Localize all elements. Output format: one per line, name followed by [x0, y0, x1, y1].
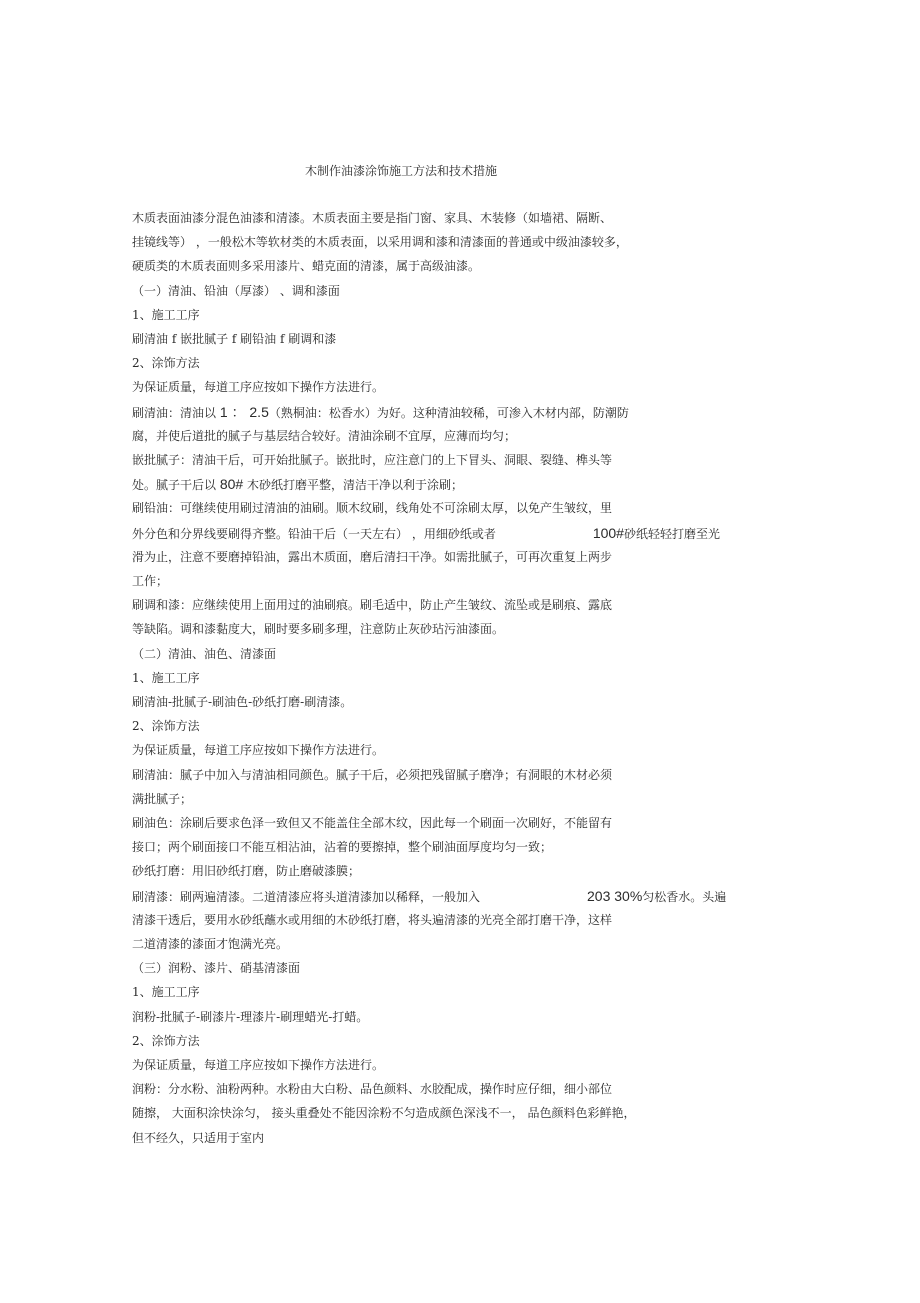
- paragraph-line: 清漆干透后，要用水砂纸蘸水或用细的木砂纸打磨，将头遍清漆的光亮全部打磨干净，这样: [132, 912, 613, 927]
- paragraph-line: 为保证质量，每道工序应按如下操作方法进行。: [132, 743, 385, 758]
- document-title: 木制作油漆涂饰施工方法和技术措施: [305, 164, 498, 178]
- paragraph-line: 挂镜线等） ，一般松木等软材类的木质表面，以采用调和漆和清漆面的普通或中级油漆较多，: [132, 235, 628, 250]
- paragraph-line: 润粉-批腻子-刷漆片-理漆片-刷理蜡光-打蜡。: [132, 1009, 369, 1024]
- paragraph-line: 木质表面油漆分混色油漆和清漆。木质表面主要是指门窗、家具、木装修（如墙裙、隔断、: [132, 211, 613, 225]
- line-text: 砂纸轻轻打磨至光: [623, 526, 720, 541]
- paragraph-line: 砂纸打磨：用旧砂纸打磨，防止磨破漆膜；: [132, 864, 361, 879]
- line-number: 80#: [219, 476, 244, 493]
- paragraph-line: 腐，并使后道批的腻子与基层结合较好。清油涂刷不宜厚，应薄而均匀；: [132, 428, 517, 443]
- paragraph-line: 随擦， 大面积涂快涂匀， 接头重叠处不能因涂粉不匀造成颜色深浅不一， 品色颜料色彩鲜艳，: [132, 1106, 636, 1121]
- paragraph-line: [132, 475, 463, 494]
- paragraph-line: 润粉：分水粉、油粉两种。水粉由大白粉、品色颜料、水胶配成，操作时应仔细，细小部位: [132, 1082, 613, 1097]
- paragraph-line: 等缺陷。调和漆黏度大，刷时要多刷多理，注意防止灰砂玷污油漆面。: [132, 622, 505, 637]
- paragraph-line: 工作；: [132, 574, 169, 588]
- line-text: 木砂纸打磨平整，清洁干净以利于涂刷；: [243, 478, 464, 493]
- paragraph-line: 二道清漆的漆面才饱满光亮。: [132, 937, 289, 951]
- paragraph-line: 2、涂饰方法: [132, 1033, 200, 1048]
- line-text: 处。腻子干后以: [132, 478, 220, 493]
- paragraph-line: [132, 524, 720, 543]
- paragraph-line: 刷铅油：可继续使用刷过清油的油刷。顺木纹刷，线角处不可涂刷太厚，以免产生皱纹，里: [132, 501, 613, 516]
- line-text: 刷清漆：刷两遍清漆。二道清漆应将头道清漆加以稀释，一般加入: [132, 889, 481, 904]
- paragraph-line: （二）清油、油色、清漆面: [132, 646, 277, 661]
- line-text: 刷清油：清油以: [132, 405, 220, 420]
- paragraph-line: 但不经久，只适用于室内: [132, 1130, 265, 1145]
- paragraph-line: 为保证质量，每道工序应按如下操作方法进行。: [132, 380, 385, 395]
- paragraph-line: 1、施工工序: [132, 307, 200, 322]
- paragraph-line: 2、涂饰方法: [132, 356, 200, 371]
- paragraph-line: [132, 403, 629, 422]
- paragraph-line: 2、涂饰方法: [132, 719, 200, 734]
- line-number: 203 30%: [587, 887, 643, 904]
- paragraph-line: 接口；两个刷面接口不能互相沾油，沾着的要擦掉，整个刷油面厚度均匀一致；: [132, 840, 553, 855]
- paragraph-line: 嵌批腻子：清油干后，可开始批腻子。嵌批时，应注意门的上下冒头、洞眼、裂缝、榫头等: [132, 453, 613, 467]
- paragraph-line: 滑为止，注意不要磨掉铅油，露出木质面，磨后清扫干净。如需批腻子，可再次重复上两步: [132, 549, 613, 564]
- paragraph-line: 刷清油-批腻子-刷油色-砂纸打磨-刷清漆。: [132, 695, 353, 709]
- paragraph-line: 刷调和漆：应继续使用上面用过的油刷痕。刷毛适中，防止产生皱纹、流坠或是刷痕、露底: [132, 598, 613, 613]
- paragraph-line: 刷油色：涂刷后要求色泽一致但又不能盖住全部木纹，因此每一个刷面一次刷好，不能留有: [132, 816, 613, 830]
- paragraph-line: 为保证质量，每道工序应按如下操作方法进行。: [132, 1058, 385, 1072]
- line-text: 外分色和分界线要刷得齐整。铅油干后（一天左右） ，用细砂纸或者: [132, 526, 496, 541]
- line-number: 100#: [592, 524, 624, 541]
- paragraph-line: 刷清油 f 嵌批腻子 f 刷铅油 f 刷调和漆: [132, 332, 337, 346]
- paragraph-line: 刷清油：腻子中加入与清油相同颜色。腻子干后，必须把残留腻子磨净；有洞眼的木材必须: [132, 767, 613, 782]
- paragraph-line: [132, 887, 726, 906]
- paragraph-line: （一）清油、铅油（厚漆） 、调和漆面: [132, 283, 340, 298]
- line-text: 匀松香水。头遍: [642, 889, 727, 904]
- paragraph-line: （三）润粉、漆片、硝基清漆面: [132, 961, 301, 976]
- paragraph-line: 硬质类的木质表面则多采用漆片、蜡克面的清漆，属于高级油漆。: [132, 259, 481, 274]
- line-text: （熟桐油：松香水）为好。这种清油较稀，可渗入木材内部，防潮防: [268, 405, 629, 420]
- line-number: 1 ： 2.5: [219, 403, 269, 420]
- paragraph-line: 1、施工工序: [132, 670, 200, 685]
- paragraph-line: 1、施工工序: [132, 985, 200, 1000]
- paragraph-line: 满批腻子；: [132, 791, 193, 806]
